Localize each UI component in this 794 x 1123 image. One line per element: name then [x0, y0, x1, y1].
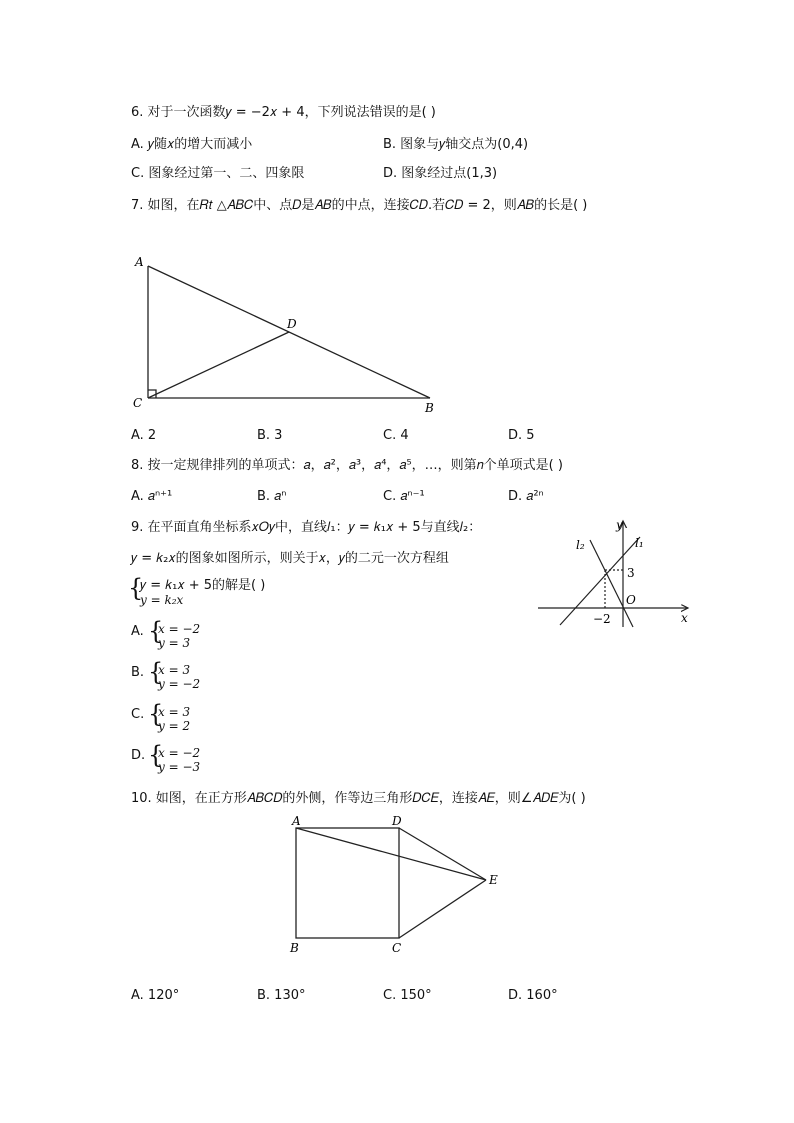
q10-option-d[interactable]: D. 160° — [508, 988, 558, 1003]
q7-label-b: B — [425, 401, 434, 415]
q9-stem-line2: 𝑦 = 𝑘₂𝑥的图象如图所示，则关于𝑥，𝑦的二元一次方程组 — [131, 551, 449, 566]
q9-option-c-x: 𝑥 = 3 — [158, 705, 191, 719]
q10-option-a[interactable]: A. 120° — [131, 988, 180, 1003]
q10-label-c: C — [392, 941, 402, 955]
q9-option-b-y: 𝑦 = −2 — [158, 677, 201, 691]
q7-stem: 7. 如图，在𝑅𝑡 △𝐴𝐵𝐶中、点𝐷是𝐴𝐵的中点，连接𝐶𝐷.若𝐶𝐷 = 2，则𝐴𝐵的长是( ) — [131, 198, 588, 213]
q10-option-b[interactable]: B. 130° — [257, 988, 306, 1003]
q10-label-d: D — [392, 814, 402, 828]
q6-stem: 6. 对于一次函数𝑦 = −2𝑥 + 4，下列说法错误的是( ) — [131, 105, 436, 120]
q6-option-a[interactable]: A. 𝑦随𝑥的增大而减小 — [131, 137, 253, 152]
q7-label-d: D — [287, 317, 297, 331]
q9-option-d-letter: D. — [131, 748, 146, 763]
q9-option-d-y: 𝑦 = −3 — [158, 760, 201, 774]
q7-label-a: A — [135, 255, 144, 269]
q10-square-figure — [280, 810, 510, 955]
q7-option-d[interactable]: D. 5 — [508, 428, 535, 443]
q9-option-b-brace: { — [148, 658, 164, 686]
q9-option-a-brace: { — [148, 617, 164, 645]
q10-label-e: E — [489, 873, 498, 887]
q9-option-c-letter: C. — [131, 707, 145, 722]
q7-label-c: C — [133, 396, 143, 410]
q8-option-a[interactable]: A. 𝑎ⁿ⁺¹ — [131, 489, 173, 504]
q9-option-d-brace: { — [148, 741, 164, 769]
q9-option-a-letter: A. — [131, 624, 144, 639]
q10-option-c[interactable]: C. 150° — [383, 988, 432, 1003]
q9-system-brace: { — [128, 574, 144, 602]
q9-tick-3: 3 — [627, 566, 635, 580]
q9-x-axis-label: x — [681, 611, 688, 625]
q7-triangle-figure — [125, 250, 455, 420]
q10-label-a: A — [292, 814, 301, 828]
q9-label-l1: l₁ — [635, 536, 644, 550]
q7-option-a[interactable]: A. 2 — [131, 428, 157, 443]
q8-stem: 8. 按一定规律排列的单项式：𝑎，𝑎²，𝑎³，𝑎⁴，𝑎⁵，…，则第𝑛个单项式是( ) — [131, 458, 563, 473]
q9-coordinate-figure — [530, 515, 700, 630]
q9-option-b-letter: B. — [131, 665, 145, 680]
q10-stem: 10. 如图，在正方形𝐴𝐵𝐶𝐷的外侧，作等边三角形𝐷𝐶𝐸，连接𝐴𝐸，则∠𝐴𝐷𝐸为( ) — [131, 791, 586, 806]
q9-origin-label: O — [626, 593, 636, 607]
q8-option-c[interactable]: C. 𝑎ⁿ⁻¹ — [383, 489, 425, 504]
q9-stem-line1: 9. 在平面直角坐标系𝑥𝑂𝑦中，直线𝑙₁：𝑦 = 𝑘₁𝑥 + 5与直线𝑙₂： — [131, 520, 482, 535]
q6-option-c[interactable]: C. 图象经过第一、二、四象限 — [131, 166, 305, 181]
q7-option-c[interactable]: C. 4 — [383, 428, 409, 443]
q9-option-a-x: 𝑥 = −2 — [158, 622, 201, 636]
q6-option-d[interactable]: D. 图象经过点(1,3) — [383, 166, 498, 181]
q9-y-axis-label: y — [616, 518, 623, 532]
q7-option-b[interactable]: B. 3 — [257, 428, 283, 443]
q9-option-a-y: 𝑦 = 3 — [158, 636, 191, 650]
q9-system-row2: 𝑦 = 𝑘₂𝑥 — [140, 593, 184, 607]
q9-option-d-x: 𝑥 = −2 — [158, 746, 201, 760]
q9-tick-neg2: −2 — [593, 612, 611, 626]
q9-option-c-y: 𝑦 = 2 — [158, 719, 191, 733]
q6-option-b[interactable]: B. 图象与𝑦轴交点为(0,4) — [383, 137, 529, 152]
q8-option-d[interactable]: D. 𝑎²ⁿ — [508, 489, 544, 504]
q8-option-b[interactable]: B. 𝑎ⁿ — [257, 489, 287, 504]
q10-label-b: B — [290, 941, 299, 955]
q9-system-row1: 𝑦 = 𝑘₁𝑥 + 5的解是( ) — [140, 578, 266, 593]
q9-option-b-x: 𝑥 = 3 — [158, 663, 191, 677]
q9-option-c-brace: { — [148, 700, 164, 728]
q9-label-l2: l₂ — [576, 538, 585, 552]
